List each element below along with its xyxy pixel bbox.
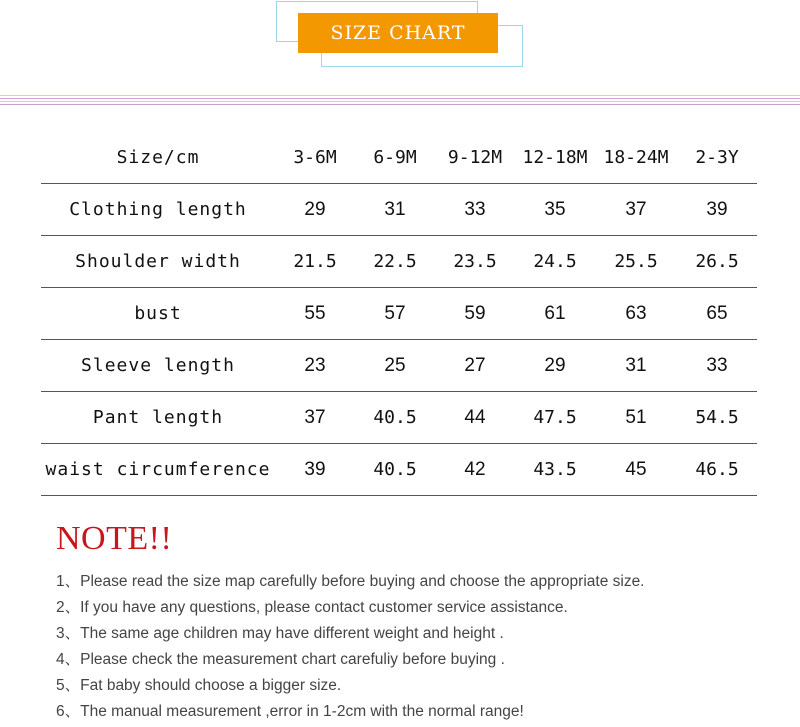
table-cell: 23 (275, 340, 355, 392)
table-cell: 23.5 (435, 236, 515, 288)
decorative-stripe (0, 98, 800, 99)
header-cell: 12-18M (515, 132, 595, 184)
header-cell: 6-9M (355, 132, 435, 184)
table-cell: 21.5 (275, 236, 355, 288)
table-header-row (41, 132, 757, 184)
table-cell: 26.5 (677, 236, 757, 288)
header-cell: 3-6M (275, 132, 355, 184)
table-cell: 40.5 (355, 392, 435, 444)
table-cell: 46.5 (677, 444, 757, 496)
table-row (41, 288, 757, 340)
note-item: 3、The same age children may have different weight and height . (56, 625, 504, 642)
table-row (41, 392, 757, 444)
table-row (41, 340, 757, 392)
decorative-stripe (0, 95, 800, 96)
note-title: NOTE!! (56, 520, 173, 557)
table-cell: 39 (275, 444, 355, 496)
table-cell: 54.5 (677, 392, 757, 444)
table-cell: 65 (677, 288, 757, 340)
header-cell: 18-24M (595, 132, 677, 184)
row-label: waist circumference (41, 444, 275, 496)
table-cell: 37 (595, 184, 677, 236)
row-label: Shoulder width (41, 236, 275, 288)
table-cell: 35 (515, 184, 595, 236)
table-cell: 31 (355, 184, 435, 236)
table-cell: 44 (435, 392, 515, 444)
note-item: 6、The manual measurement ,error in 1-2cm with the normal range! (56, 703, 524, 720)
table-cell: 24.5 (515, 236, 595, 288)
table-cell: 51 (595, 392, 677, 444)
row-label: Clothing length (41, 184, 275, 236)
note-list (56, 571, 645, 727)
table-cell: 33 (677, 340, 757, 392)
table-cell: 37 (275, 392, 355, 444)
table-cell: 45 (595, 444, 677, 496)
table-row (41, 184, 757, 236)
table-cell: 61 (515, 288, 595, 340)
header-cell: 9-12M (435, 132, 515, 184)
note-item: 4、Please check the measurement chart carefuliy before buying . (56, 651, 505, 668)
note-item: 1、Please read the size map carefully before buying and choose the appropriate size. (56, 573, 645, 590)
table-cell: 22.5 (355, 236, 435, 288)
table-cell: 25 (355, 340, 435, 392)
decorative-stripe (0, 101, 800, 102)
table-cell: 43.5 (515, 444, 595, 496)
table-cell: 33 (435, 184, 515, 236)
table-row (41, 444, 757, 496)
table-cell: 59 (435, 288, 515, 340)
table-cell: 29 (275, 184, 355, 236)
note-item: 5、Fat baby should choose a bigger size. (56, 677, 342, 694)
decorative-stripe (0, 104, 800, 105)
table-cell: 29 (515, 340, 595, 392)
header-cell: 2-3Y (677, 132, 757, 184)
table-cell: 57 (355, 288, 435, 340)
table-cell: 42 (435, 444, 515, 496)
table-cell: 27 (435, 340, 515, 392)
table-cell: 25.5 (595, 236, 677, 288)
table-cell: 31 (595, 340, 677, 392)
table-cell: 40.5 (355, 444, 435, 496)
size-table (41, 132, 757, 496)
table-cell: 63 (595, 288, 677, 340)
header-cell: Size/cm (41, 132, 275, 184)
table-row (41, 236, 757, 288)
note-item: 2、If you have any questions, please contact customer service assistance. (56, 599, 568, 616)
row-label: Sleeve length (41, 340, 275, 392)
row-label: Pant length (41, 392, 275, 444)
row-label: bust (41, 288, 275, 340)
banner-title: SIZE CHART (330, 22, 466, 44)
table-cell: 39 (677, 184, 757, 236)
table-cell: 55 (275, 288, 355, 340)
table-cell: 47.5 (515, 392, 595, 444)
size-chart-banner (298, 13, 498, 53)
